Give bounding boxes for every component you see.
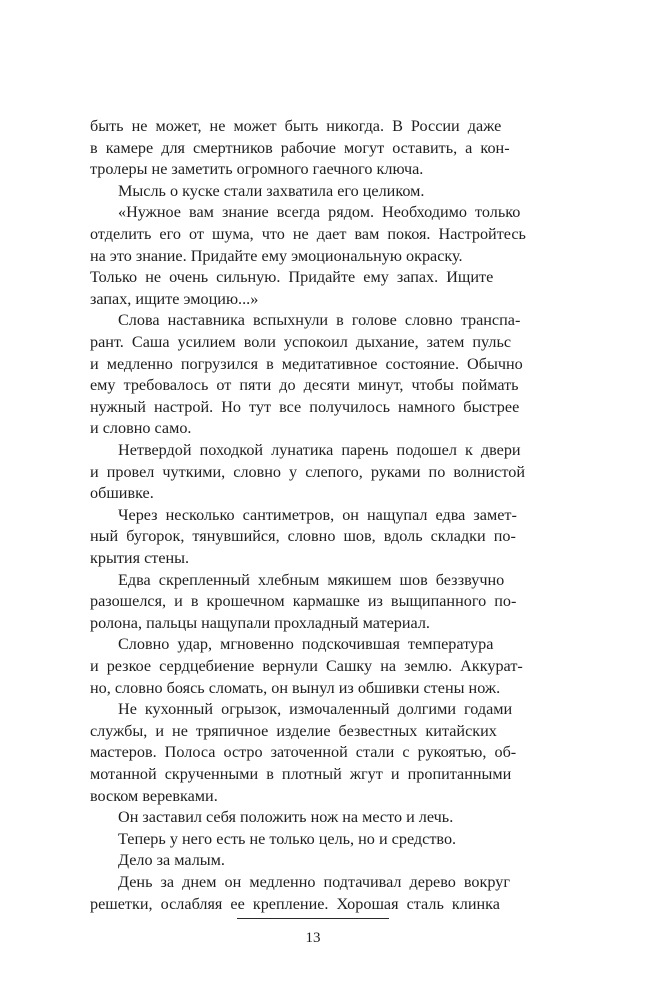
text-line: рант. Саша усилием воли успокоил дыхание, затем пульс — [90, 333, 512, 351]
text-line: Едва скрепленный хлебным мякишем шов беззвучно — [118, 570, 505, 589]
text-line: Дело за малым. — [118, 851, 225, 870]
text-line: ный бугорок, тянувшийся, словно шов, вдоль складки по- — [90, 527, 516, 546]
text-line: отделить его от шума, что не дает вам покоя. Настройтесь — [90, 225, 526, 243]
text-line: ролона, пальцы нащупали прохладный материал. — [90, 613, 430, 632]
text-line: на это знание. Придайте ему эмоциональную окраску. — [90, 246, 463, 265]
text-line: Нетвердой походкой лунатика парень подошел к двери — [118, 441, 521, 459]
text-line: и провел чуткими, словно у слепого, руками по волнистой — [90, 462, 525, 481]
text-line: разошелся, и в крошечном кармашке из выщипанного по- — [90, 592, 517, 611]
text-line: тролеры не заметить огромного гаечного ключа. — [90, 160, 424, 179]
text-line: День за днем он медленно подтачивал дерево вокруг — [118, 873, 510, 891]
text-line: Мысль о куске стали захватила его целиком. — [118, 181, 425, 200]
text-line: Не кухонный огрызок, измочаленный долгими годами — [118, 700, 513, 719]
text-line: в камере для смертников рабочие могут оставить, а кон- — [90, 138, 510, 157]
text-line: ему требовалось от пяти до десяти минут, чтобы поймать — [90, 376, 519, 395]
text-line: и резкое сердцебиение вернули Сашку на землю. Аккурат- — [90, 657, 523, 675]
text-line: Словно удар, мгновенно подскочившая температура — [118, 635, 494, 654]
text-line: мотанной скрученными в плотный жгут и пропитанными — [90, 765, 512, 783]
text-line: быть не может, не может быть никогда. В России даже — [90, 117, 502, 135]
text-line: и медленно погрузился в медитативное состояние. Обычно — [90, 354, 523, 373]
text-line: Слова наставника вспыхнули в голове словно транспа- — [118, 311, 521, 330]
text-line: мастеров. Полоса остро заточенной стали с рукоятью, об- — [90, 743, 517, 762]
text-line: но, словно боясь сломать, он вынул из обшивки стены нож. — [90, 678, 501, 697]
text-line: Только не очень сильную. Придайте ему запах. Ищите — [90, 268, 494, 287]
text-line: обшивке. — [90, 484, 154, 503]
text-line: запах, ищите эмоцию...» — [90, 289, 259, 308]
page-number: 13 — [305, 930, 321, 946]
text-line: «Нужное вам знание всегда рядом. Необходимо только — [118, 203, 521, 222]
text-line: воском веревками. — [90, 786, 218, 805]
text-line: нужный настрой. Но тут все получилось намного быстрее — [90, 397, 520, 416]
text-line: решетки, ослабляя ее крепление. Хорошая сталь клинка — [90, 894, 500, 913]
text-line: Через несколько сантиметров, он нащупал едва замет- — [118, 505, 517, 524]
text-line: крытия стены. — [90, 549, 190, 567]
text-line: Теперь у него есть не только цель, но и средство. — [118, 829, 457, 848]
footer-rule — [237, 918, 389, 919]
text-line: и словно само. — [90, 419, 192, 438]
text-line: службы, и не тряпичное изделие безвестных китайских — [90, 721, 497, 740]
text-line: Он заставил себя положить нож на место и лечь. — [118, 808, 454, 827]
